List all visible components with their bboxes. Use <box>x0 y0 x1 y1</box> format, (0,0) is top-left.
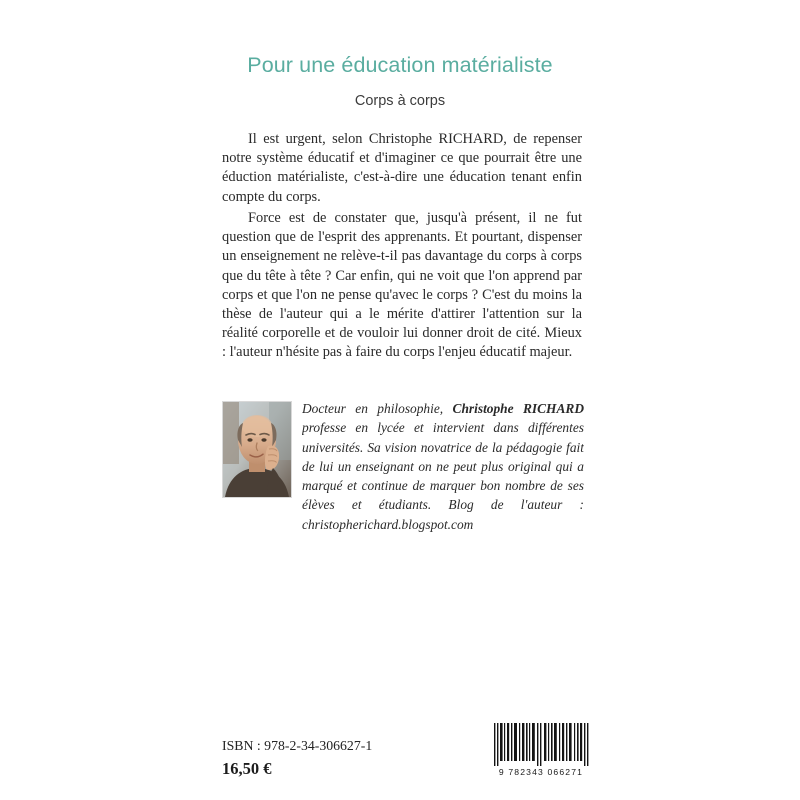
author-bio-text <box>302 399 584 534</box>
blurb-text-block <box>222 130 582 363</box>
author-portrait-photo <box>222 401 292 498</box>
price-text: 16,50 € <box>222 758 272 778</box>
page-title: Pour une éducation matérialiste <box>247 53 553 77</box>
bio-text-after-name: professe en lycée et intervient dans différentes universités. Sa vision novatrice de la pédagogie fait de lui un enseignant on ne peut plus original qui a marqué et continue de marquer bon nombre de ses élèves et étudiants. Blog de l'auteur : christopherichard.blogspot.com <box>302 420 584 532</box>
barcode-block <box>493 723 589 777</box>
bio-text-before-name: Docteur en philosophie, <box>302 401 453 416</box>
isbn-price-block <box>222 738 372 778</box>
book-subtitle: Corps à corps <box>354 92 446 109</box>
barcode-icon <box>493 723 589 766</box>
barcode-digits: 9 782343 066271 <box>498 767 584 777</box>
title-block <box>200 52 600 110</box>
blurb-paragraph-1: Il est urgent, selon Christophe RICHARD, de repenser notre système éducatif et d'imaginer ce que pourrait être une éduction matérialiste, c'est-à-dire une éducation tenant enfin compte du corps. <box>222 131 582 205</box>
author-bio-block <box>222 399 584 534</box>
isbn-text: ISBN : 978-2-34-306627-1 <box>222 738 373 753</box>
blurb-paragraph-2: Force est de constater que, jusqu'à présent, il ne fut question que de l'esprit des apprenants. Et pourtant, dispenser un enseignement ne relève-t-il pas davantage du corps à corps que du tête à tête ? Car enfin, qui ne voit que l'on apprend par corps et que l'on ne pense qu'avec le corps ? C'est du moins la thèse de l'auteur qui a le mérite d'attirer l'attention sur la réalité corporelle et de vouloir lui donner droit de cité. Mieux : l'auteur n'hésite pas à faire du corps l'enjeu éducatif majeur. <box>222 209 582 361</box>
portrait-illustration <box>223 402 291 497</box>
author-name: Christophe RICHARD <box>452 401 584 416</box>
